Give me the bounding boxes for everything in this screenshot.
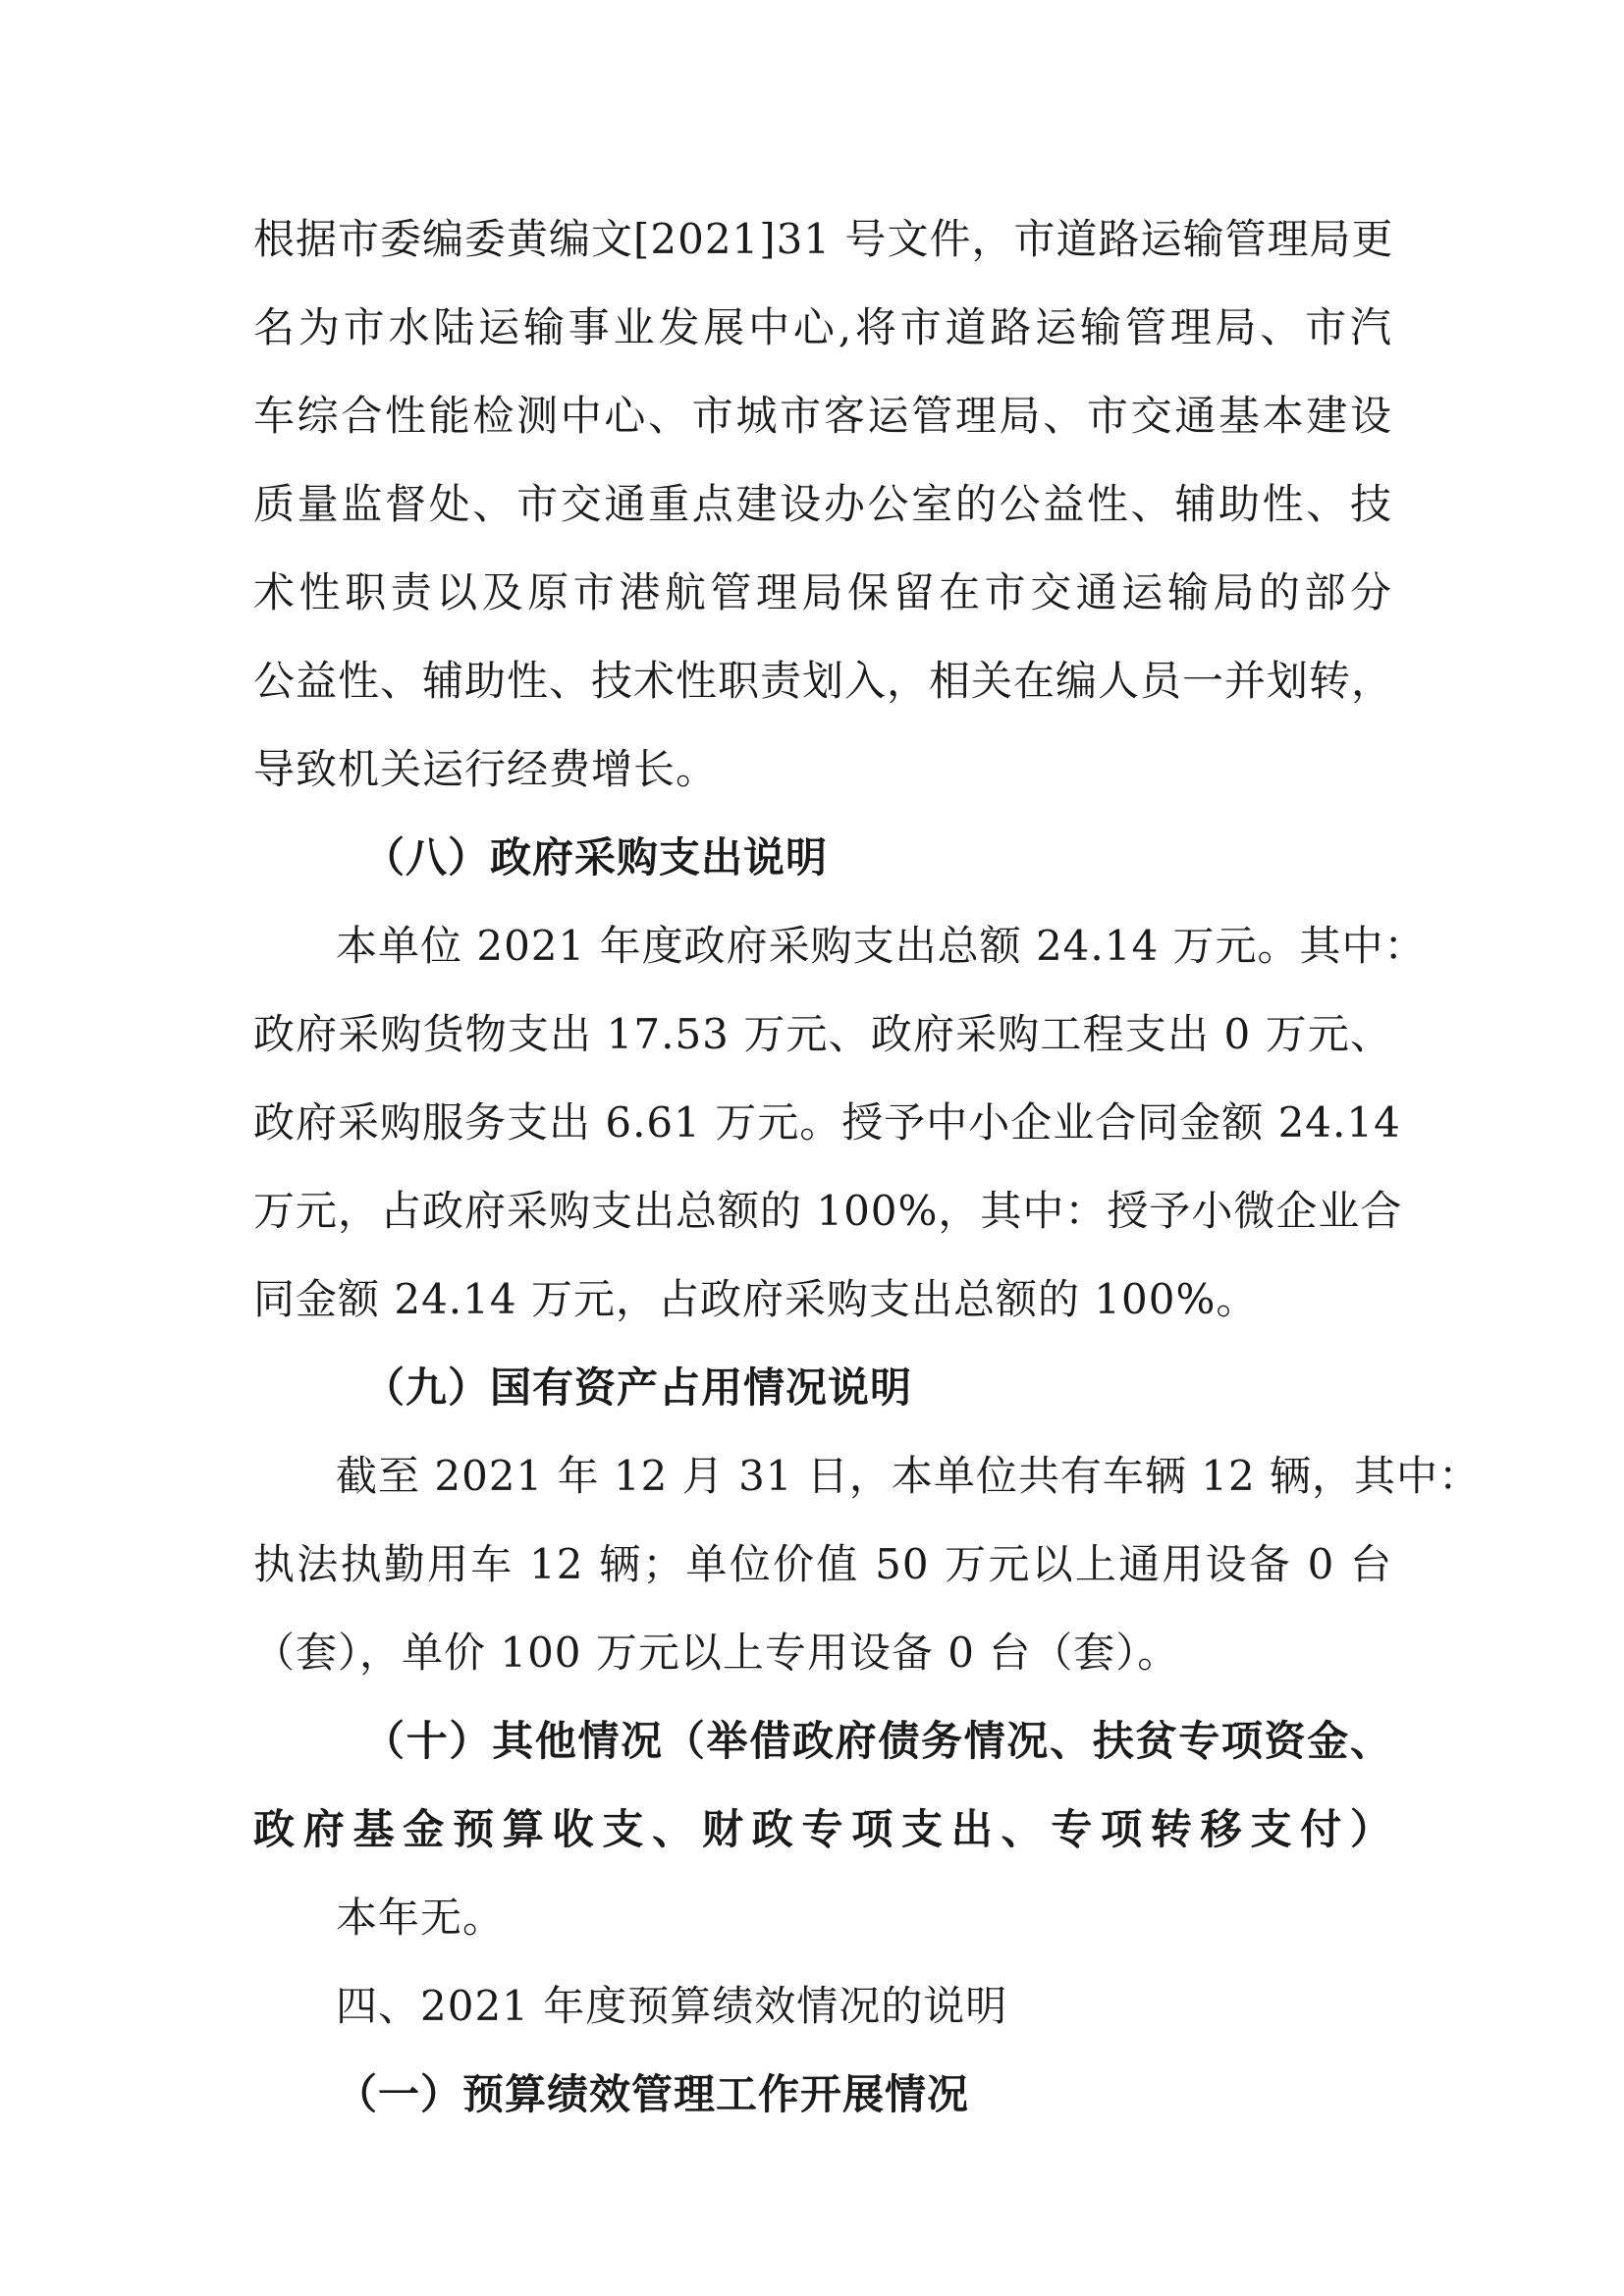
paragraph-line: 术性职责以及原市港航管理局保留在市交通运输局的部分 [253,568,1392,616]
paragraph-line: 车综合性能检测中心、市城市客运管理局、市交通基本建设 [253,392,1392,440]
section-heading: （九）国有资产占用情况说明 [363,1363,913,1412]
section-heading: （十）其他情况（举借政府债务情况、扶贫专项资金、 [363,1717,1392,1765]
section-heading: （一）预算绩效管理工作开展情况 [336,2070,970,2118]
chapter-heading: 四、2021 年度预算绩效情况的说明 [336,1982,1008,2030]
paragraph-line: 同金额 24.14 万元，占政府采购支出总额的 100%。 [253,1275,1259,1323]
paragraph-line: 质量监督处、市交通重点建设办公室的公益性、辅助性、技 [253,480,1392,528]
paragraph-line: 政府采购货物支出 17.53 万元、政府采购工程支出 0 万元、 [253,1010,1392,1058]
section-heading: （八）政府采购支出说明 [363,833,829,881]
paragraph-line: 截至 2021 年 12 月 31 日，本单位共有车辆 12 辆，其中： [336,1452,1482,1500]
section-heading: 政府基金预算收支、财政专项支出、专项转移支付） [253,1805,1392,1853]
paragraph-line: 名为市水陆运输事业发展中心,将市道路运输管理局、市汽 [253,303,1392,351]
paragraph-line: 执法执勤用车 12 辆；单位价值 50 万元以上通用设备 0 台 [253,1540,1392,1588]
paragraph-line: 根据市委编委黄编文[2021]31 号文件，市道路运输管理局更 [253,215,1394,263]
paragraph-line: 本年无。 [336,1894,506,1942]
paragraph-line: 导致机关运行经费增长。 [253,745,719,793]
paragraph-line: （套），单价 100 万元以上专用设备 0 台（套）。 [253,1629,1180,1677]
paragraph-line: 万元，占政府采购支出总额的 100%，其中：授予小微企业合 [253,1187,1403,1235]
paragraph-line: 公益性、辅助性、技术性职责划入，相关在编人员一并划转， [253,657,1394,705]
paragraph-line: 本单位 2021 年度政府采购支出总额 24.14 万元。其中： [336,922,1427,970]
paragraph-line: 政府采购服务支出 6.61 万元。授予中小企业合同金额 24.14 [253,1098,1401,1147]
